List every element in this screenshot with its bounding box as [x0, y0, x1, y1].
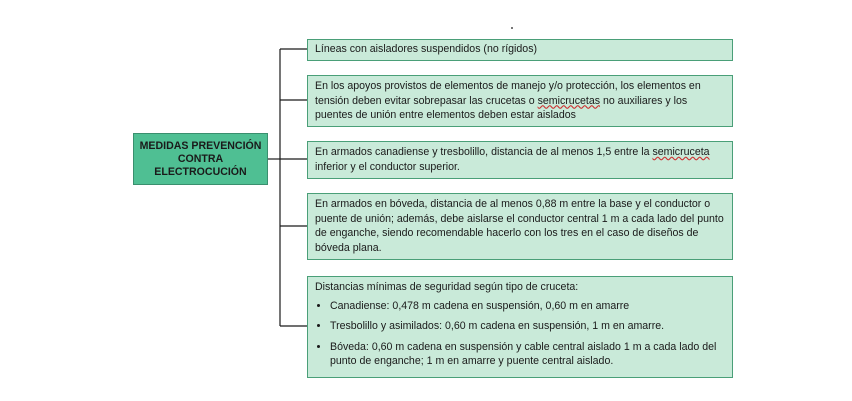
distance-list	[315, 299, 725, 369]
root-title: MEDIDAS PREVENCIÓN CONTRA ELECTROCUCIÓN	[139, 139, 262, 178]
measure-box-2	[307, 75, 733, 127]
stray-mark	[511, 27, 513, 29]
list-item: • Canadiense: 0,478 m cadena en suspensión, 0,60 m en amarre	[330, 299, 725, 314]
measure-2-underlined: semicrucetas	[537, 94, 601, 107]
measure-1-text: Líneas con aisladores suspendidos (no rígidos)	[315, 43, 538, 55]
list-item: • Bóveda: 0,60 m cadena en suspensión y cable central aislado 1 m a cada lado del punto de enganche; 1 m en amarre y puente central aislado.	[330, 340, 725, 369]
measure-box-5	[307, 276, 733, 378]
measure-3-text-b: inferior y el conductor superior.	[315, 160, 460, 173]
measure-2-text-a: En los apoyos provistos de elementos de manejo y/o protección, los elementos en tensión deben evitar sobrepasar las crucetas o	[315, 80, 701, 107]
measure-box-1	[307, 39, 733, 61]
measure-5-intro: Distancias mínimas de seguridad según tipo de cruceta:	[315, 281, 579, 293]
root-node	[133, 133, 268, 185]
measure-2-text-b: no auxiliares y los puentes de unión entre elementos deben estar aislados	[315, 94, 688, 122]
measure-3-underlined: semicruceta	[652, 146, 710, 158]
list-item: • Tresbolillo y asimilados: 0,60 m cadena en suspensión, 1 m en amarre.	[330, 319, 725, 334]
measure-box-3	[307, 141, 733, 179]
measure-3-text-a: En armados canadiense y tresbolillo, distancia de al menos 1,5 entre la	[315, 146, 653, 158]
measure-box-4	[307, 193, 733, 260]
measure-4-text: En armados en bóveda, distancia de al menos 0,88 m entre la base y el conductor o puente de unión; además, debe aislarse el conductor central 1 m a cada lado del punto de enganche, siendo recomendable hacerlo con los tres en el caso de diseños de bóveda plana.	[315, 198, 724, 254]
